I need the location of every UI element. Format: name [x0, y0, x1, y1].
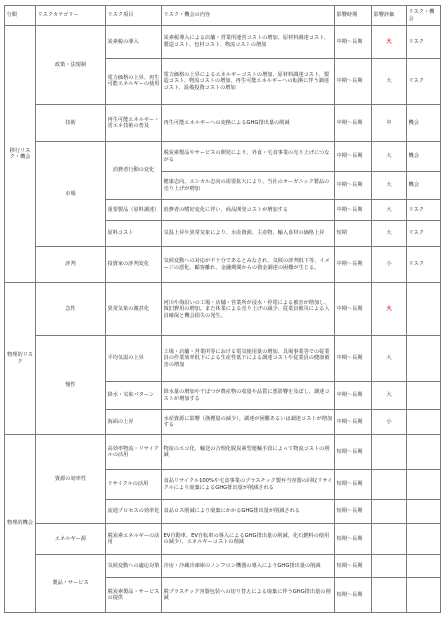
- timing-cell: 短期: [335, 221, 372, 246]
- content-cell: 降水量の増加や干ばつが農産物の収量や品質に悪影響を及ぼし、調達コストが増加する: [162, 381, 335, 409]
- timing-cell: 中期～長期: [335, 26, 372, 59]
- group-cell: 物理的リスク: [5, 283, 36, 435]
- category-cell: 市場: [36, 141, 106, 246]
- impact-cell: [372, 554, 407, 577]
- item-cell: 異常気象の激甚化: [106, 283, 162, 336]
- timing-cell: 短期～長期: [335, 434, 372, 470]
- content-cell: 電力価格の上昇によるエネルギーコストの増加、原材料調達コスト、製造コスト、物流コストの増加、再生可能エネルギーへの転換に伴う調達コスト、設備投資コストの増加: [162, 58, 335, 105]
- impact-cell: 大: [372, 381, 407, 409]
- impact-cell: 小: [372, 246, 407, 283]
- impact-cell: [372, 499, 407, 523]
- table-row: [5, 26, 441, 59]
- type-cell: [407, 381, 441, 409]
- timing-cell: 中期～長期: [335, 58, 372, 105]
- item-cell: 気候変動への適応対策: [106, 554, 162, 577]
- timing-cell: 中期～長期: [335, 283, 372, 336]
- item-cell: 降水・気象パターン: [106, 381, 162, 409]
- content-cell: 冷房・冷蔵冷凍庫のノンフロン機器の導入によりGHG排出量の削減: [162, 554, 335, 577]
- type-cell: [407, 524, 441, 555]
- category-cell: 技術: [36, 105, 106, 142]
- timing-cell: 中期～長期: [335, 336, 372, 382]
- timing-cell: 中期～長期: [335, 105, 372, 142]
- header-impact: 影響評価: [372, 6, 407, 26]
- item-cell: 再生可能エネルギー・省エネ技術の普及: [106, 105, 162, 142]
- impact-cell: 大: [372, 283, 407, 336]
- item-cell: 原料コスト: [106, 221, 162, 246]
- content-cell: 炭素税導入による店舗・営業所運営コストの増加、原材料調達コスト、製造コスト、包材コスト、物流コストの増加: [162, 26, 335, 59]
- content-cell: 食品ロス削減により廃棄にかかるGHG排出量が削減される: [162, 499, 335, 523]
- content-cell: 脱プラスチック容器包装への切り替えによる廃棄に伴うGHG排出量の削減: [162, 578, 335, 613]
- type-cell: リスク: [407, 199, 441, 220]
- type-cell: 機会: [407, 172, 441, 199]
- risk-opportunity-table: [4, 5, 441, 613]
- impact-cell: [372, 578, 407, 613]
- type-cell: [407, 410, 441, 434]
- category-cell: 資源の効率性: [36, 434, 106, 524]
- impact-cell: 大: [372, 336, 407, 382]
- item-cell: 消費者行動の変化: [106, 141, 162, 199]
- table-row: [5, 283, 441, 336]
- timing-cell: 中期～長期: [335, 381, 372, 409]
- item-cell: 高効率物流・リサイクルの活用: [106, 434, 162, 470]
- header-risk-category: リスクカテゴリー: [36, 6, 106, 26]
- category-cell: 製品・サービス: [36, 554, 106, 612]
- content-cell: 河川や海沿いの工場・店舗・営業所が浸水・停電による被害が増加し、復旧費用の増加。また休業による売り上げの減少、従業員被災による人員確保と機会損失の発生。: [162, 283, 335, 336]
- header-timing: 影響時期: [335, 6, 372, 26]
- content-cell: 工場・店舗・営業所等における電気使用量の増加、具場事業等での従業員の作業効率低下による生産性低下による調達コストや従業員の健康被害の増加: [162, 336, 335, 382]
- category-cell: 評判: [36, 246, 106, 283]
- timing-cell: 中期～長期: [335, 172, 372, 199]
- type-cell: リスク: [407, 221, 441, 246]
- item-cell: 電力価格の上昇、再生可能エネルギーの使用: [106, 58, 162, 105]
- table-row: [5, 105, 441, 142]
- timing-cell: 中期～長期: [335, 141, 372, 172]
- type-cell: リスク: [407, 26, 441, 59]
- impact-cell: 大: [372, 221, 407, 246]
- content-cell: 食品リサイクル100%や宅食事業のプラスチック製弁当容器の回収リサイクルにより廃棄によるGHG排出量が削減される: [162, 470, 335, 500]
- timing-cell: 短期～長期: [335, 554, 372, 577]
- type-cell: [407, 554, 441, 577]
- type-cell: [407, 578, 441, 613]
- category-cell: 慢性: [36, 336, 106, 435]
- impact-cell: 大: [372, 58, 407, 105]
- type-cell: 機会: [407, 105, 441, 142]
- item-cell: 重要製品（原料調達）: [106, 199, 162, 220]
- table-row: [5, 554, 441, 577]
- group-cell: 移行リスク・機会: [5, 26, 36, 283]
- table-row: [5, 246, 441, 283]
- category-cell: 急性: [36, 283, 106, 336]
- item-cell: 脱炭素エネルギーの活用: [106, 524, 162, 555]
- impact-cell: [372, 470, 407, 500]
- impact-cell: 小: [372, 410, 407, 434]
- item-cell: 流通プロセスの効率化: [106, 499, 162, 523]
- timing-cell: 短期～長期: [335, 524, 372, 555]
- content-cell: 物流のエコ化、輸送の合理化脱炭素型運輸手段によって物流コストの削減: [162, 434, 335, 470]
- impact-cell: 中: [372, 105, 407, 142]
- item-cell: 平均気温の上昇: [106, 336, 162, 382]
- type-cell: [407, 336, 441, 382]
- content-cell: 脱炭素製品やサービスの開発により、外食・宅食事業の売り上げにつながる: [162, 141, 335, 172]
- impact-cell: 大: [372, 199, 407, 220]
- type-cell: リスク: [407, 246, 441, 283]
- content-cell: 消費者の嗜好変化に伴い、商品開発コストが増加する: [162, 199, 335, 220]
- impact-cell: 大: [372, 26, 407, 59]
- table-row: [5, 336, 441, 382]
- header-risk-item: リスク項目: [106, 6, 162, 26]
- type-cell: 機会: [407, 141, 441, 172]
- type-cell: [407, 499, 441, 523]
- category-cell: 政策・法規制: [36, 26, 106, 105]
- content-cell: 健康志向、エシカル志向の需要拡大により、当社のオーガニック製品の売り上げが増加: [162, 172, 335, 199]
- type-cell: [407, 283, 441, 336]
- content-cell: 気候変動への対応が不十分であるとみなされ、気候の評判低下等、イメージの悪化、顧客離れ、金融期間からの資金調達の困難が生じる。: [162, 246, 335, 283]
- impact-cell: 大: [372, 172, 407, 199]
- timing-cell: 短期～長期: [335, 470, 372, 500]
- header-type: リスク・機会: [407, 6, 441, 26]
- item-cell: 投資家の評判変化: [106, 246, 162, 283]
- group-cell: 物理的機会: [5, 434, 36, 612]
- timing-cell: 中期～長期: [335, 199, 372, 220]
- content-cell: 水産資源に影響（漁獲量の減少）、調達が困難あるいは調達コストが増加する: [162, 410, 335, 434]
- content-cell: 気温上昇や異常気象により、水産資源、主産物、輸入食材の価格上昇: [162, 221, 335, 246]
- header-classification: 分類: [5, 6, 36, 26]
- header-content: リスク・機会の内容: [162, 6, 335, 26]
- type-cell: リスク: [407, 58, 441, 105]
- table-row: [5, 141, 441, 172]
- table-row: [5, 434, 441, 470]
- timing-cell: 短期～長期: [335, 499, 372, 523]
- item-cell: リサイクルの活用: [106, 470, 162, 500]
- type-cell: [407, 470, 441, 500]
- table-header-row: [5, 6, 441, 26]
- impact-cell: [372, 434, 407, 470]
- timing-cell: 短期～長期: [335, 578, 372, 613]
- type-cell: [407, 434, 441, 470]
- item-cell: 海面の上昇: [106, 410, 162, 434]
- impact-cell: [372, 524, 407, 555]
- item-cell: 炭素税の導入: [106, 26, 162, 59]
- category-cell: エネルギー源: [36, 524, 106, 555]
- timing-cell: 中期～長期: [335, 410, 372, 434]
- content-cell: 再生可能エネルギーへの変換によるGHG排出量の削減: [162, 105, 335, 142]
- impact-cell: 大: [372, 141, 407, 172]
- timing-cell: 中期～長期: [335, 246, 372, 283]
- table-row: [5, 524, 441, 555]
- item-cell: 脱炭素製品・サービスの提供: [106, 578, 162, 613]
- content-cell: EV自動車、EV自転車の導入によるGHG排出量の削減、化石燃料の使用の減少）、エネルギーコストの削減: [162, 524, 335, 555]
